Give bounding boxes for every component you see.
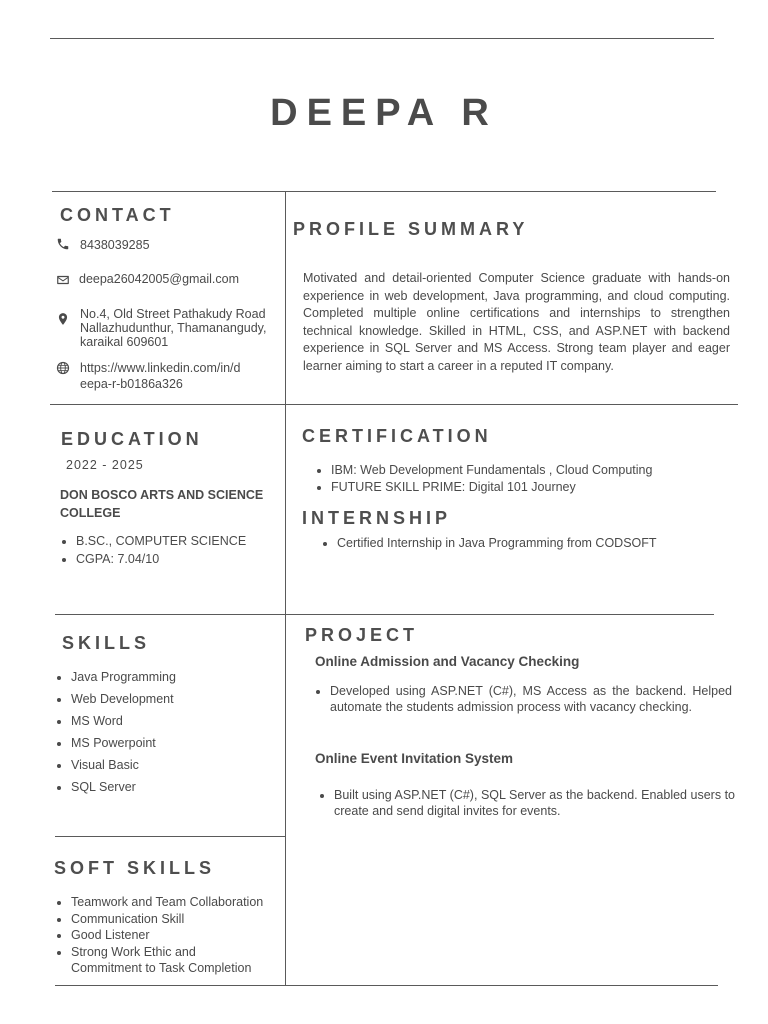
skills-list xyxy=(55,666,176,798)
project-heading: PROJECT xyxy=(305,625,419,645)
list-item: • Teamwork and Team Collaboration xyxy=(71,894,263,911)
list-item: • Java Programming xyxy=(71,666,176,688)
top-rule xyxy=(50,38,714,39)
column-divider xyxy=(285,191,286,986)
contact-linkedin[interactable] xyxy=(80,361,241,392)
list-item: • B.SC., COMPUTER SCIENCE xyxy=(76,532,246,550)
list-item: • IBM: Web Development Fundamentals , Cloud Computing xyxy=(331,462,652,479)
phone-icon xyxy=(56,237,70,251)
internship-heading: INTERNSHIP xyxy=(302,508,452,528)
section-rule-1 xyxy=(50,404,738,405)
section-rule-2 xyxy=(55,614,714,615)
list-item: • MS Word xyxy=(71,710,176,732)
certification-list xyxy=(315,462,652,495)
contact-email: deepa26042005@gmail.com xyxy=(79,272,240,286)
contact-phone: 8438039285 xyxy=(80,238,150,252)
skills-heading: SKILLS xyxy=(62,633,151,653)
college-name xyxy=(60,486,263,522)
college-line: DON BOSCO ARTS AND SCIENCE xyxy=(60,488,264,502)
list-item: • Web Development xyxy=(71,688,176,710)
list-item: • Visual Basic xyxy=(71,754,176,776)
internship-list xyxy=(321,535,657,552)
project-desc-list xyxy=(318,787,735,819)
list-item: • MS Powerpoint xyxy=(71,732,176,754)
envelope-icon xyxy=(56,273,70,287)
list-item: • Certified Internship in Java Programming from CODSOFT xyxy=(337,535,657,552)
project-desc: • Developed using ASP.NET (C#), MS Access as the backend. Helped automate the students admission process with vacancy checking. xyxy=(330,683,732,715)
list-item: • SQL Server xyxy=(71,776,176,798)
bottom-rule xyxy=(55,985,718,986)
soft-skills-list xyxy=(55,894,263,977)
project-title: Online Event Invitation System xyxy=(315,751,514,766)
education-heading: EDUCATION xyxy=(61,429,203,449)
list-item: • CGPA: 7.04/10 xyxy=(76,550,246,568)
contact-heading: CONTACT xyxy=(60,205,175,225)
list-item: • Communication Skill xyxy=(71,911,263,928)
section-rule-3 xyxy=(55,836,285,837)
college-line: COLLEGE xyxy=(60,506,121,520)
soft-skills-heading: SOFT SKILLS xyxy=(54,858,215,878)
candidate-name: DEEPA R xyxy=(270,92,498,134)
header-rule xyxy=(52,191,716,192)
project-desc: • Built using ASP.NET (C#), SQL Server as the backend. Enabled users to create and send digital invites for events. xyxy=(334,787,735,819)
project-desc-list xyxy=(314,683,732,715)
globe-icon xyxy=(56,361,70,375)
list-item: • Strong Work Ethic and xyxy=(71,944,263,961)
list-item: Commitment to Task Completion xyxy=(71,961,252,975)
address-line: Nallazhudunthur, Thamanangudy, xyxy=(80,321,267,335)
linkedin-line[interactable]: eepa-r-b0186a326 xyxy=(80,376,183,391)
profile-summary-heading: PROFILE SUMMARY xyxy=(293,219,529,239)
project-title: Online Admission and Vacancy Checking xyxy=(315,654,580,669)
map-pin-icon xyxy=(56,312,70,326)
list-item: • FUTURE SKILL PRIME: Digital 101 Journey xyxy=(331,479,652,496)
contact-address xyxy=(80,307,266,349)
address-line: No.4, Old Street Pathakudy Road xyxy=(80,307,266,321)
education-years: 2022 - 2025 xyxy=(66,458,144,472)
linkedin-line[interactable]: https://www.linkedin.com/in/d xyxy=(80,361,241,375)
profile-summary-text: Motivated and detail-oriented Computer Science graduate with hands-on experience in web development, Java programming, and cloud computing. Completed multiple online certifications and internships to strengthen technical knowledge. Skilled in HTML, CSS, and ASP.NET with backend experience in SQL Server and MS Access. Strong team player and eager learner aiming to start a career in a reputed IT company. xyxy=(303,271,730,373)
address-line: karaikal 609601 xyxy=(80,335,169,349)
certification-heading: CERTIFICATION xyxy=(302,426,492,446)
list-item: • Good Listener xyxy=(71,927,263,944)
education-list xyxy=(60,532,246,568)
